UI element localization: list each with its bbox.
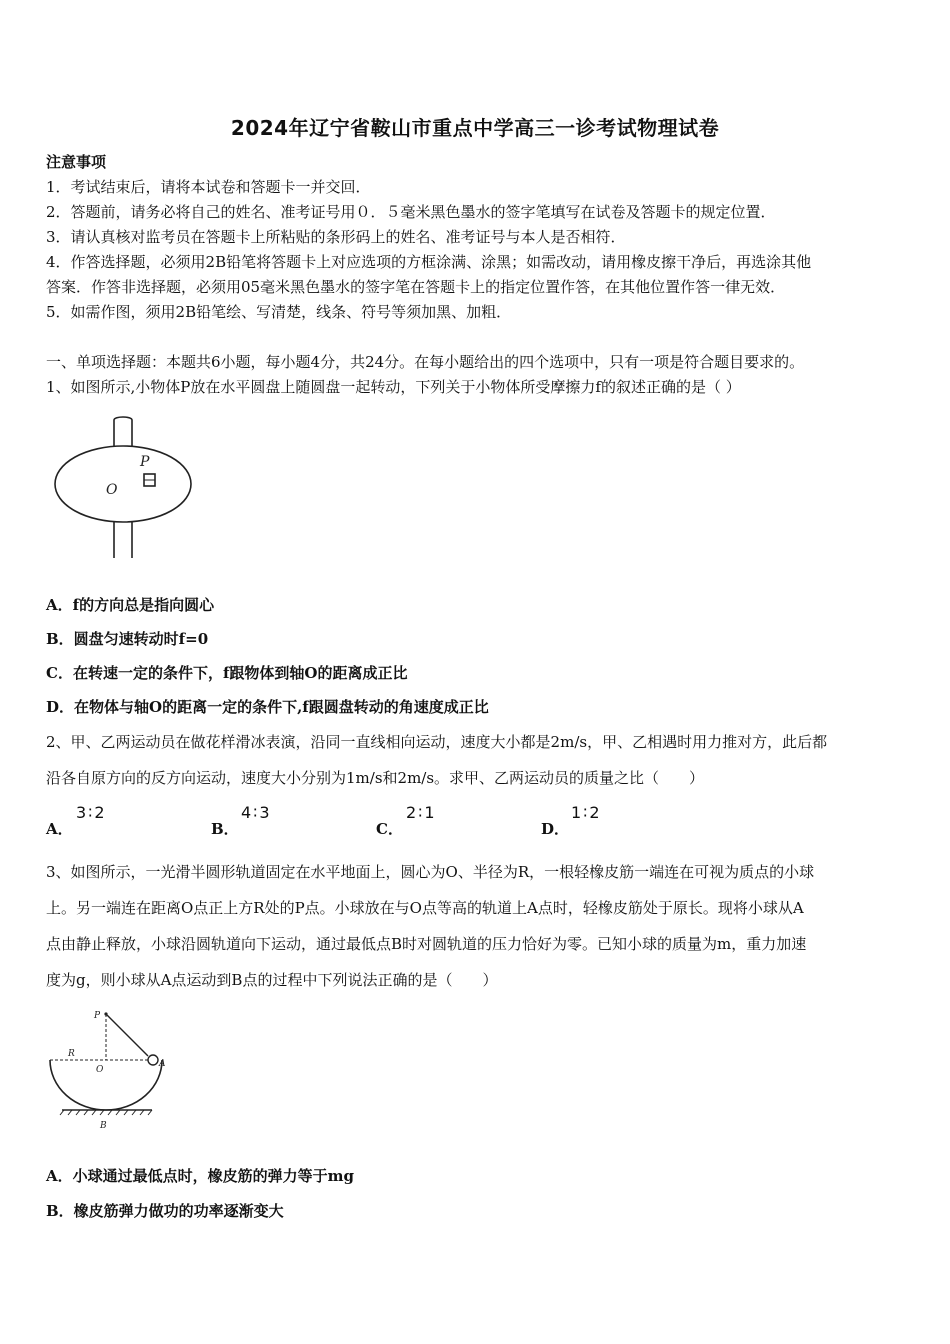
option-letter: B． (211, 820, 239, 838)
option-letter: D． (541, 820, 570, 838)
notice-item: 答案．作答非选择题，必须用05毫米黑色墨水的签字笔在答题卡上的指定位置作答，在其他位置作答一律无效． (46, 278, 786, 296)
question-2-option-d (541, 803, 701, 842)
figure-label-r: R (68, 1049, 75, 1059)
page-title: 2024年辽宁省鞍山市重点中学高三一诊考试物理试卷 (230, 116, 720, 140)
question-1-figure (48, 412, 198, 562)
notice-heading: 注意事项 (46, 153, 107, 171)
question-1-stem: 1、如图所示,小物体P放在水平圆盘上随圆盘一起转动，下列关于小物体所受摩擦力f的叙述正确的是（ ） (46, 378, 741, 396)
question-3-option-b: B．橡皮筋弹力做功的功率逐渐变大 (46, 1202, 284, 1220)
question-2-option-b (211, 803, 371, 842)
figure-label-o: O (96, 1065, 104, 1075)
question-3-figure (44, 1004, 184, 1132)
option-letter: A． (46, 820, 73, 838)
question-2-option-a (46, 803, 206, 842)
figure-label-a: A (159, 1059, 166, 1069)
figure-label-p: P (140, 454, 150, 470)
figure-label-o: O (106, 482, 118, 498)
question-3-stem: 度为g，则小球从A点运动到B点的过程中下列说法正确的是（ ） (46, 971, 498, 989)
figure-label-p: P (94, 1011, 101, 1021)
option-value: 4∶3 (241, 803, 272, 822)
option-value: 3∶2 (76, 803, 107, 822)
notice-item: 3．请认真核对监考员在答题卡上所粘贴的条形码上的姓名、准考证号与本人是否相符． (46, 228, 626, 246)
question-2-options (46, 803, 746, 842)
question-3-stem: 3、如图所示，一光滑半圆形轨道固定在水平地面上，圆心为O、半径为R，一根轻橡皮筋一端连在可视为质点的小球 (46, 863, 815, 881)
figure-label-b: B (100, 1121, 107, 1131)
question-2-option-c (376, 803, 536, 842)
question-2-stem: 2、甲、乙两运动员在做花样滑冰表演，沿同一直线相向运动，速度大小都是2m/s，甲、乙相遇时用力推对方，此后都 (46, 733, 828, 751)
question-3-option-a: A．小球通过最低点时，橡皮筋的弹力等于mg (46, 1167, 354, 1185)
option-letter: C． (376, 820, 403, 838)
question-1-option-b: B．圆盘匀速转动时f=0 (46, 630, 209, 648)
question-3-stem: 点由静止释放，小球沿圆轨道向下运动，通过最低点B时对圆轨道的压力恰好为零。已知小球的质量为m，重力加速 (46, 935, 807, 953)
notice-item: 1．考试结束后，请将本试卷和答题卡一并交回． (46, 178, 371, 196)
option-value: 1∶2 (571, 803, 602, 822)
notice-item: 4．作答选择题，必须用2B铅笔将答题卡上对应选项的方框涂满、涂黑；如需改动，请用橡皮擦干净后，再选涂其他 (46, 253, 812, 271)
question-3-stem: 上。另一端连在距离O点正上方R处的P点。小球放在与O点等高的轨道上A点时，轻橡皮筋处于原长。现将小球从A (46, 899, 804, 917)
question-2-stem: 沿各自原方向的反方向运动，速度大小分别为1m/s和2m/s。求甲、乙两运动员的质量之比（ ） (46, 769, 705, 787)
notice-item: 5．如需作图，须用2B铅笔绘、写清楚，线条、符号等须加黑、加粗． (46, 303, 512, 321)
question-1-option-d: D．在物体与轴O的距离一定的条件下,f跟圆盘转动的角速度成正比 (46, 698, 489, 716)
question-1-option-c: C．在转速一定的条件下，f跟物体到轴O的距离成正比 (46, 664, 408, 682)
notice-item: 2．答题前，请务必将自己的姓名、准考证号用０．５毫米黑色墨水的签字笔填写在试卷及答题卡的规定位置． (46, 203, 776, 221)
option-value: 2∶1 (406, 803, 437, 822)
section-heading: 一、单项选择题：本题共6小题，每小题4分，共24分。在每小题给出的四个选项中，只有一项是符合题目要求的。 (46, 353, 805, 371)
question-1-option-a: A．f的方向总是指向圆心 (46, 596, 215, 614)
